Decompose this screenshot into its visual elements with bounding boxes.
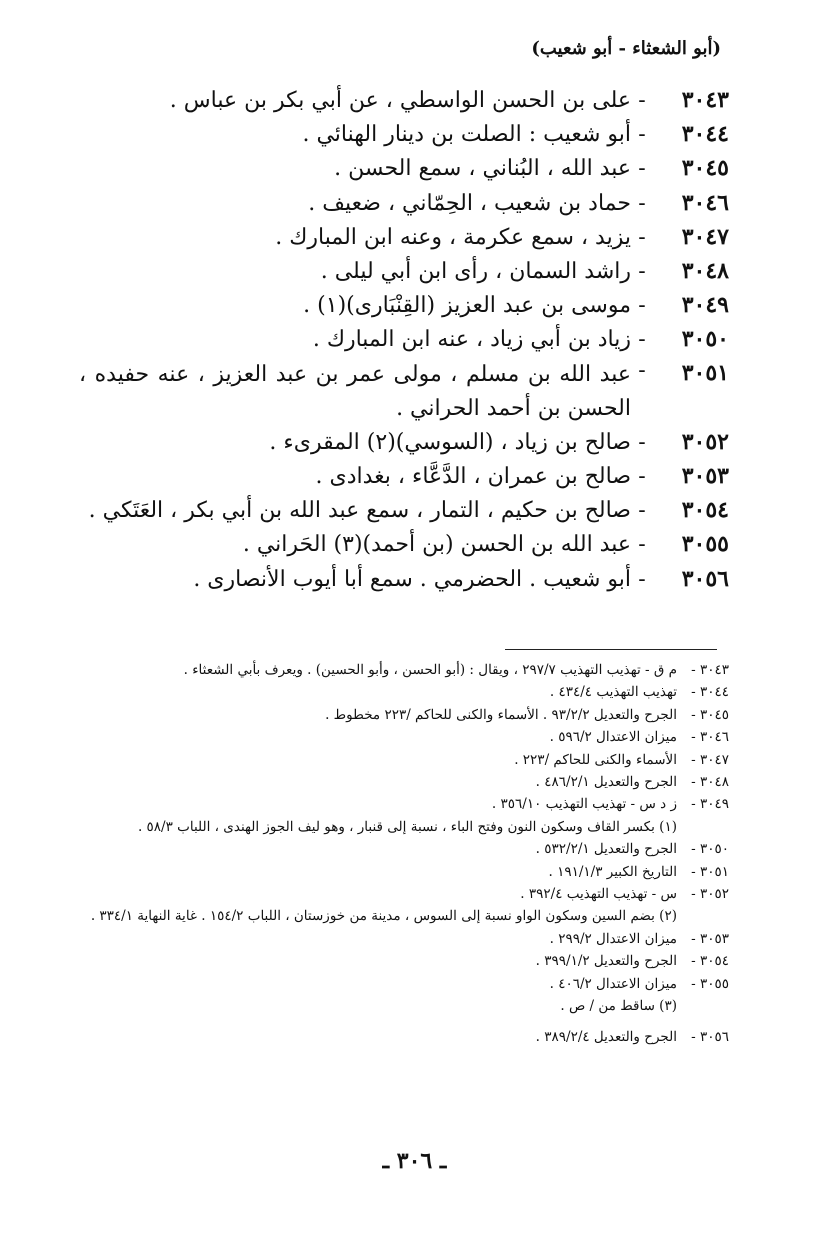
note-number: ٣٠٤٣ - — [691, 662, 729, 678]
note-item — [79, 793, 729, 815]
footnote-separator — [505, 649, 717, 650]
entry-text: صالح بن زياد ، (السوسي)(٢) المقرىء . — [269, 429, 631, 455]
entry-text: راشد السمان ، رأى ابن أبي ليلى . — [320, 258, 631, 284]
entry-number: ٣٠٥٥ — [681, 531, 729, 558]
entry-text: يزيد ، سمع عكرمة ، وعنه ابن المبارك . — [275, 224, 631, 250]
entry-dash: - — [638, 464, 646, 490]
note-text: التاريخ الكبير ١٩١/١/٣ . — [548, 863, 677, 880]
entry — [79, 289, 729, 323]
page-number: ـ ٣٠٦ ـ — [382, 1148, 447, 1174]
entry-number: ٣٠٤٨ — [681, 257, 729, 284]
note-item — [79, 883, 729, 905]
note-number: ٣٠٥٢ - — [691, 886, 729, 903]
note-text: تهذيب التهذيب ٤٣٤/٤ . — [549, 684, 677, 701]
entry-dash: - — [638, 498, 646, 524]
entry — [79, 426, 729, 460]
note-item — [79, 659, 729, 681]
entry-text: عبد الله بن الحسن (بن أحمد)(٣) الحَراني . — [242, 532, 631, 558]
entry — [79, 118, 729, 152]
entry-text: أبو شعيب . الحضرمي . سمع أبا أيوب الأنصارى . — [193, 566, 631, 592]
note-text: (٣) ساقط من / ص . — [560, 998, 677, 1015]
entry — [79, 528, 729, 562]
entry-text: على بن الحسن الواسطي ، عن أبي بكر بن عباس . — [169, 88, 631, 113]
entry-dash: - — [638, 327, 646, 353]
entry — [79, 323, 729, 357]
note-item — [79, 749, 729, 771]
entry — [79, 187, 729, 221]
entry-text: أبو شعيب : الصلت بن دينار الهنائي . — [302, 122, 631, 148]
note-text: ميزان الاعتدال ٢٩٩/٢ . — [549, 930, 677, 947]
note-item — [79, 973, 729, 995]
note-item — [79, 704, 729, 726]
note-number: ٣٠٥١ - — [691, 863, 729, 880]
note-item — [79, 928, 729, 950]
entry-dash: - — [638, 357, 646, 383]
note-item — [79, 681, 729, 703]
entry-dash: - — [638, 429, 646, 455]
note-number: ٣٠٥٤ - — [691, 953, 729, 970]
note-number: ٣٠٤٨ - — [691, 774, 729, 791]
entry-number: ٣٠٤٦ — [681, 189, 729, 216]
entry-dash: - — [638, 293, 646, 319]
note-text: س - تهذيب التهذيب ٣٩٢/٤ . — [520, 886, 677, 903]
entry-dash: - — [638, 224, 646, 250]
entry-dash: - — [638, 88, 646, 113]
note-item — [79, 1026, 729, 1048]
note-text: الجرح والتعديل ٥٣٢/٢/١ . — [535, 841, 677, 858]
note-number: ٣٠٤٧ - — [691, 751, 729, 768]
note-text: ميزان الاعتدال ٤٠٦/٢ . — [549, 975, 677, 992]
note-number: ٣٠٤٦ - — [691, 729, 729, 746]
entry-number: ٣٠٤٥ — [681, 155, 729, 182]
entry-number: ٣٠٤٤ — [681, 121, 729, 148]
note-number: ٣٠٥٣ - — [691, 930, 729, 947]
entry — [79, 563, 729, 597]
entry — [79, 460, 729, 494]
note-text: م ق - تهذيب التهذيب ٢٩٧/٧ ، ويقال : (أبو الحسن ، وأبو الحسين) . ويعرف بأبي الشعثاء . — [183, 662, 677, 678]
entry-dash: - — [638, 156, 646, 182]
note-number: ٣٠٤٥ - — [691, 706, 729, 723]
note-text: (١) بكسر القاف وسكون النون وفتح الباء ، نسبة إلى قنبار ، وهو ليف الجوز الهندى ، اللباب ٥٨/٣ . — [137, 818, 677, 835]
footnote — [79, 905, 729, 927]
entry — [79, 358, 729, 426]
note-item — [79, 950, 729, 972]
note-text: الجرح والتعديل ٤٨٦/٢/١ . — [535, 774, 677, 791]
entry-list — [79, 84, 729, 597]
note-text: (٢) بضم السين وسكون الواو نسبة إلى السوس ، مدينة من خوزستان ، اللباب ١٥٤/٢ . غاية النهاية ٣٣٤/١ . — [90, 908, 677, 925]
entry-text: زياد بن أبي زياد ، عنه ابن المبارك . — [312, 327, 631, 353]
note-text: ميزان الاعتدال ٥٩٦/٢ . — [549, 729, 677, 746]
note-text: الجرح والتعديل ٣٨٩/٢/٤ . — [535, 1028, 677, 1045]
note-item — [79, 861, 729, 883]
entry-number: ٣٠٥٦ — [681, 565, 729, 592]
note-item — [79, 726, 729, 748]
entry-text: عبد الله بن مسلم ، مولى عمر بن عبد العزيز ، عنه حفيده ، الحسن بن أحمد الحراني . — [79, 361, 631, 421]
entry-number: ٣٠٤٣ — [681, 87, 729, 113]
entry-number: ٣٠٥٤ — [681, 497, 729, 524]
entry-number: ٣٠٤٧ — [681, 223, 729, 250]
note-text: ز د س - تهذيب التهذيب ٣٥٦/١٠ . — [491, 796, 677, 813]
entry-number: ٣٠٥٣ — [681, 463, 729, 490]
footnote-list — [79, 659, 729, 1048]
entry-text: عبد الله ، البُناني ، سمع الحسن . — [334, 156, 631, 182]
note-number: ٣٠٥٦ - — [691, 1028, 729, 1045]
entry-dash: - — [638, 190, 646, 216]
entry-text: صالح بن عمران ، الدَّعَّاء ، بغدادى . — [315, 464, 631, 490]
entry-dash: - — [638, 258, 646, 284]
note-text: الأسماء والكنى للحاكم /٢٢٣ . — [514, 751, 677, 768]
entry-number: ٣٠٥١ — [681, 359, 729, 386]
entry-text: موسى بن عبد العزيز (القِنْبَارى)(١) . — [303, 293, 631, 319]
entry-dash: - — [638, 566, 646, 592]
footnote — [79, 816, 729, 838]
entry-number: ٣٠٤٩ — [681, 292, 729, 319]
entry-number: ٣٠٥٠ — [681, 326, 729, 353]
note-number: ٣٠٤٩ - — [691, 796, 729, 813]
note-number: ٣٠٤٤ - — [691, 684, 729, 701]
entry — [79, 494, 729, 528]
note-item — [79, 838, 729, 860]
note-text: الجرح والتعديل ٣٩٩/١/٢ . — [535, 953, 677, 970]
entry — [79, 152, 729, 186]
entry — [79, 84, 729, 118]
note-number: ٣٠٥٥ - — [691, 975, 729, 992]
note-item — [79, 771, 729, 793]
note-text: الجرح والتعديل ٩٣/٢/٢ . الأسماء والكنى للحاكم /٢٢٣ مخطوط . — [325, 706, 677, 723]
entry-number: ٣٠٥٢ — [681, 428, 729, 455]
running-head: (أبو الشعثاء - أبو شعيب) — [531, 38, 721, 59]
entry-dash: - — [638, 532, 646, 558]
note-number: ٣٠٥٠ - — [691, 841, 729, 858]
entry-text: حماد بن شعيب ، الحِمّاني ، ضعيف . — [308, 190, 631, 216]
entry — [79, 221, 729, 255]
entry-dash: - — [638, 122, 646, 148]
entry-text: صالح بن حكيم ، التمار ، سمع عبد الله بن أبي بكر ، العَتَكي . — [88, 498, 631, 524]
footnote — [79, 995, 729, 1017]
entry — [79, 255, 729, 289]
